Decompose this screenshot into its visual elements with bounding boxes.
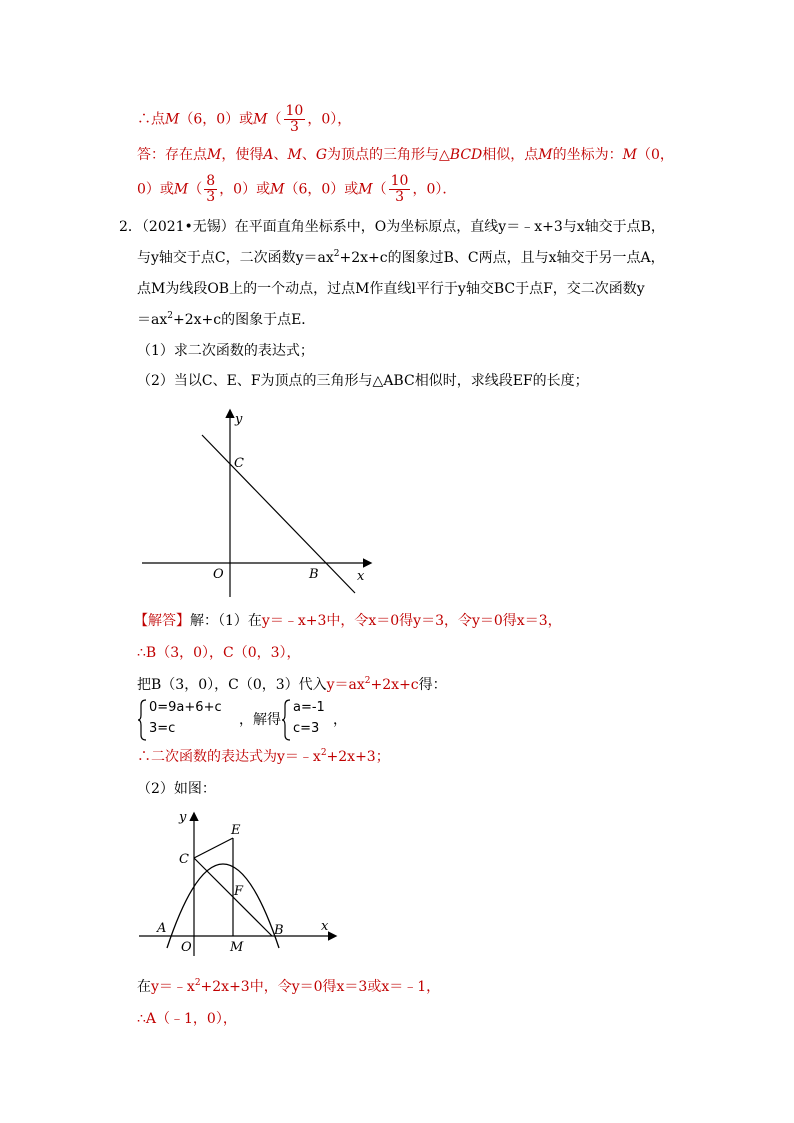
figure-2-parabola — [137, 808, 347, 958]
fraction-8-3: $\frac{8}{3}$ — [206, 173, 216, 205]
problem-line-2: 与y轴交于点C，二次函数$y=ax^2+2x+c$的图象过B、C两点，且与x轴交于另一点A， — [137, 249, 665, 266]
fig1-label-c: C — [234, 456, 244, 471]
fig2-label-b: B — [274, 923, 284, 938]
fig2-label-f: F — [234, 884, 244, 899]
fig1-label-x: x — [357, 569, 365, 584]
brace-right-system — [281, 699, 291, 741]
prev-solution-line-2: 答：存在点M，使得A、M、G为顶点的三角形与△BCD相似，点M的坐标为：M（0， — [137, 147, 674, 163]
prev-solution-line-3: 0）或M（ $\frac{8}{3}$ ，0）或M（6，0）或M（ $\frac{10}{3}$ ，0）． — [137, 173, 457, 205]
solution-line-7: 在$y=﹣x^2+2x+3$中，令y＝0得x＝3或x＝﹣1， — [137, 978, 441, 995]
figure-1-coordinate-plane — [140, 405, 380, 600]
solution-line-2: ∴B（3，0），C（0，3）， — [137, 645, 301, 661]
equation-system — [137, 699, 437, 741]
problem-line-3: 点M为线段OB上的一个动点，过点M作直线l平行于y轴交BC于点F，交二次函数y — [137, 281, 645, 297]
problem-line-1: 2．（2021•无锡）在平面直角坐标系中，O为坐标原点，直线y＝﹣x+3与x轴交于点B， — [119, 219, 665, 235]
fraction-10-3-b: $\frac{10}{3}$ — [390, 173, 409, 205]
prev-solution-line-1: ∴点M（6，0）或M（ $\frac{10}{3}$ ，0）， — [137, 103, 352, 135]
fig2-label-o: O — [181, 940, 192, 955]
system2-row1: a=-1 — [293, 700, 325, 715]
brace-left — [137, 699, 147, 741]
solution-line-3: 把B（3，0），C（0，3）代入$y=ax^2+2x+c$得： — [137, 676, 447, 693]
system1-row1: 0=9a+6+c — [149, 700, 222, 715]
fig1-label-b: B — [309, 567, 319, 582]
fig2-label-c: C — [179, 852, 189, 867]
fig1-label-y: y — [235, 412, 243, 427]
solution-label: 【解答】 — [134, 613, 190, 629]
solution-line-8: ∴A（﹣1，0）， — [137, 1011, 237, 1027]
fig2-label-e: E — [231, 823, 241, 838]
fraction-10-3: $\frac{10}{3}$ — [285, 103, 304, 135]
line-bc — [202, 435, 355, 593]
fig2-label-a: A — [157, 921, 167, 936]
fig2-label-m: M — [230, 940, 244, 955]
solution-line-5: ∴二次函数的表达式为$y=﹣x^2+2x+3$； — [137, 748, 390, 765]
solution-line-1: 【解答】解：（1）在y＝﹣x+3中，令x＝0得y＝3，令y＝0得x＝3， — [134, 613, 562, 629]
question-1: （1）求二次函数的表达式； — [137, 343, 314, 359]
system1-row2: 3=c — [149, 721, 176, 736]
fig2-label-y: y — [179, 810, 187, 825]
question-2: （2）当以C、E、F为顶点的三角形与△ABC相似时，求线段EF的长度； — [137, 373, 589, 389]
solve-text: ，解得 — [239, 712, 281, 728]
fig1-label-o: O — [213, 567, 224, 582]
system-comma: ， — [333, 712, 347, 728]
solution-line-6: （2）如图： — [137, 781, 216, 797]
problem-line-4: $=ax^2+2x+c$的图象于点E． — [137, 311, 316, 328]
segment-ce — [194, 838, 233, 858]
system2-row2: c=3 — [293, 721, 320, 736]
fig2-label-x: x — [321, 919, 329, 934]
problem-number: 2． — [119, 219, 142, 235]
